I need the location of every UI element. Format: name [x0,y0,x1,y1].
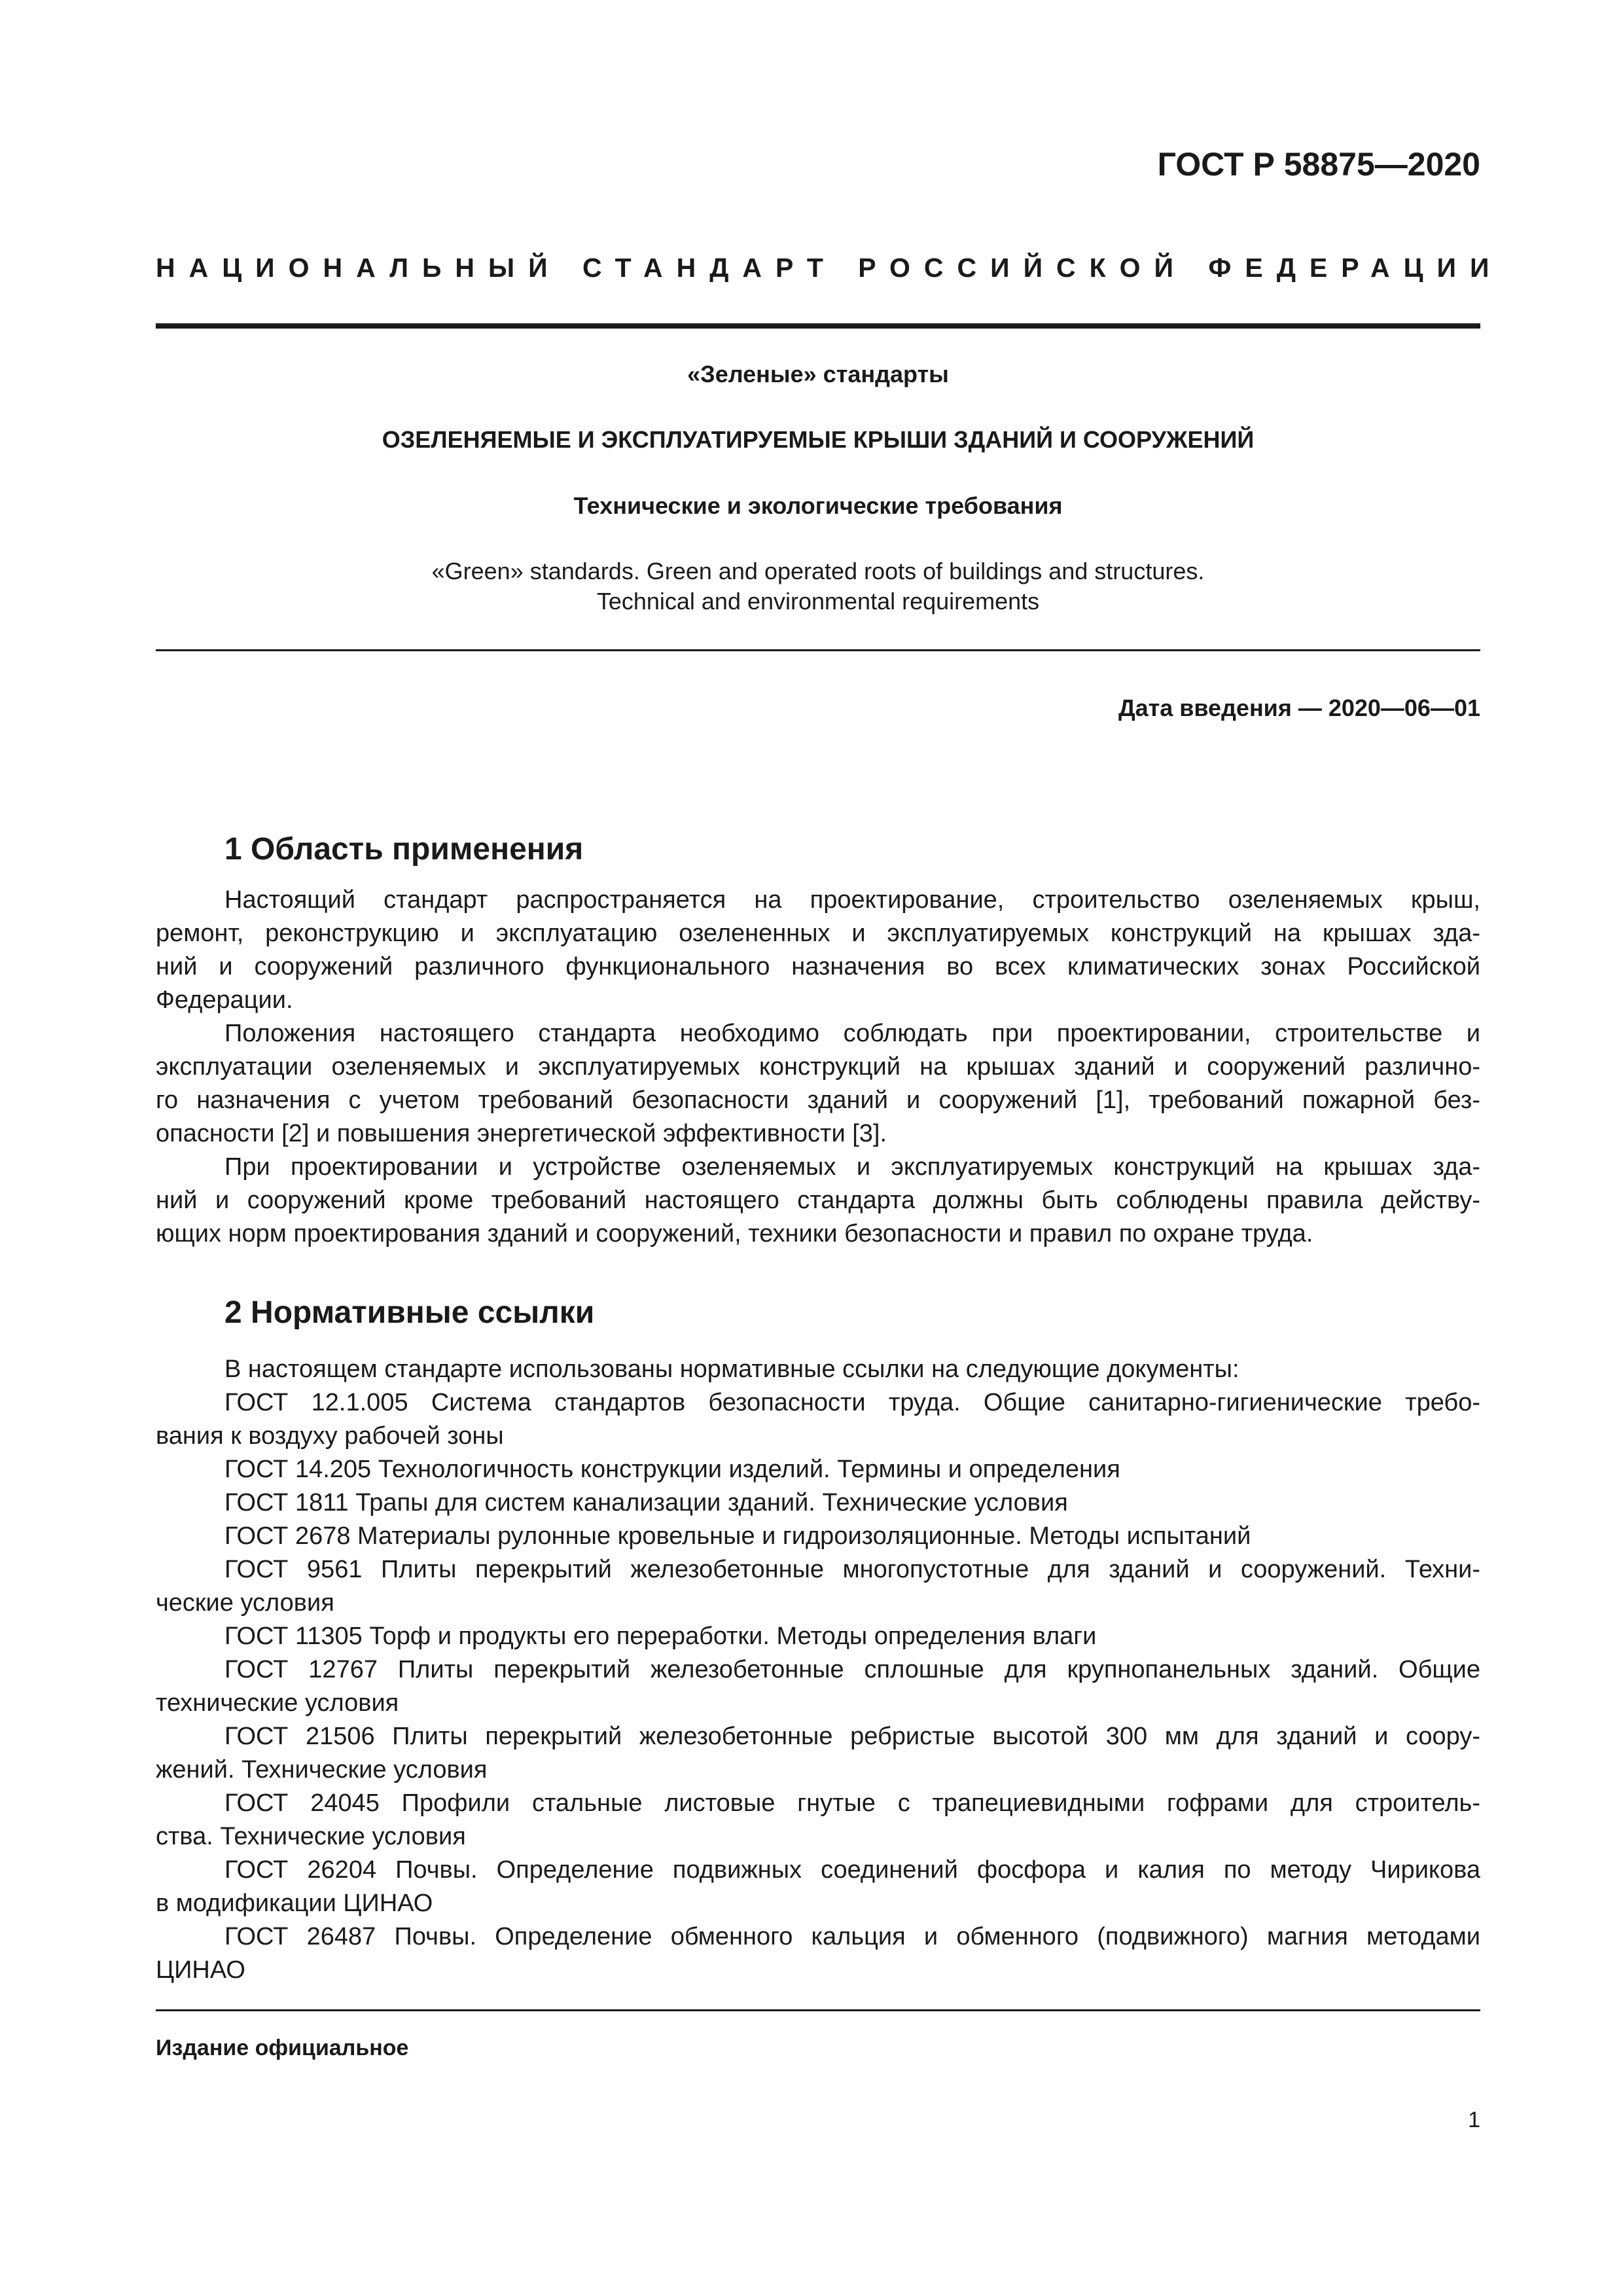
footer-divider [156,2009,1480,2011]
text-line: Положения настоящего стандарта необходимо соблюдать при проектировании, строительстве и [224,1020,1480,1047]
reference-line: ства. Технические условия [156,1823,466,1850]
reference-line: ГОСТ 12.1.005 Система стандартов безопасности труда. Общие санитарно-гигиенические требо- [224,1389,1480,1416]
text-line: Настоящий стандарт распространяется на проектирование, строительство озеленяемых крыш, [224,886,1480,914]
reference-line: в модификации ЦИНАО [156,1890,433,1917]
reference-line: ГОСТ 11305 Торф и продукты его переработки. Методы определения влаги [224,1623,1097,1650]
section-heading-scope: 1 Область применения [224,832,584,867]
reference-line: жений. Технические условия [156,1756,488,1784]
text-line: Федерации. [156,986,293,1014]
reference-line: ЦИНАО [156,1956,245,1984]
text-line: эксплуатации озеленяемых и эксплуатируемых конструкций на крышах зданий и сооружений различно- [156,1053,1480,1081]
text-line: При проектировании и устройстве озеленяемых и эксплуатируемых конструкций на крышах зда- [224,1153,1480,1181]
reference-line: ГОСТ 12767 Плиты перекрытий железобетонные сплошные для крупнопанельных зданий. Общие [224,1656,1480,1683]
reference-line: ГОСТ 24045 Профили стальные листовые гнутые с трапециевидными гофрами для строитель- [224,1789,1480,1817]
document-subtitle: Технические и экологические требования [573,492,1063,519]
reference-line: ГОСТ 26204 Почвы. Определение подвижных соединений фосфора и калия по методу Чирикова [224,1856,1480,1884]
english-title [156,556,1480,617]
text-line: ний и сооружений различного функционального назначения во всех климатических зонах Российской [156,953,1480,980]
reference-line: ГОСТ 14.205 Технологичность конструкции изделий. Термины и определения [224,1456,1120,1483]
section-body-scope [156,884,1480,1251]
text-line: опасности [2] и повышения энергетической эффективности [3]. [156,1120,887,1147]
section-heading-normative-references: 2 Нормативные ссылки [224,1295,595,1330]
header-divider [156,323,1480,329]
introduction-date: Дата введения — 2020—06—01 [1118,694,1480,721]
reference-line: ГОСТ 26487 Почвы. Определение обменного кальция и обменного (подвижного) магния методами [224,1923,1480,1950]
page-number: 1 [1468,2108,1480,2132]
text-line: В настоящем стандарте использованы нормативные ссылки на следующие документы: [224,1355,1240,1383]
section-body-normative-references [156,1353,1480,1987]
text-line: ремонт, реконструкцию и эксплуатацию озелененных и эксплуатируемых конструкций на крышах зда- [156,920,1480,947]
reference-line: технические условия [156,1689,399,1717]
document-title: ОЗЕЛЕНЯЕМЫЕ И ЭКСПЛУАТИРУЕМЫЕ КРЫШИ ЗДАНИЙ И СООРУЖЕНИЙ [382,426,1255,453]
reference-line: ГОСТ 2678 Материалы рулонные кровельные и гидроизоляционные. Методы испытаний [224,1522,1251,1550]
reference-line: ГОСТ 21506 Плиты перекрытий железобетонные ребристые высотой 300 мм для зданий и соору- [224,1723,1480,1750]
official-edition-label: Издание официальное [156,2036,409,2060]
national-standard-banner: НАЦИОНАЛЬНЫЙ СТАНДАРТ РОССИЙСКОЙ ФЕДЕРАЦИИ [156,253,1503,283]
reference-line: ГОСТ 1811 Трапы для систем канализации зданий. Технические условия [224,1489,1068,1516]
text-line: ющих норм проектирования зданий и сооружений, техники безопасности и правил по охране труда. [156,1220,1313,1247]
reference-line: ГОСТ 9561 Плиты перекрытий железобетонные многопустотные для зданий и сооружений. Техни- [224,1556,1480,1583]
text-line: ний и сооружений кроме требований настоящего стандарта должны быть соблюдены правила действу- [156,1187,1480,1214]
english-title-line: Technical and environmental requirements [596,588,1040,615]
document-number: ГОСТ Р 58875—2020 [1157,146,1480,183]
english-title-line: «Green» standards. Green and operated roots of buildings and structures. [431,558,1205,584]
text-line: го назначения с учетом требований безопасности зданий и сооружений [1], требований пожарной без- [156,1086,1480,1114]
reference-line: ческие условия [156,1589,334,1617]
standard-series: «Зеленые» стандарты [687,361,949,387]
title-divider [156,649,1480,651]
reference-line: вания к воздуху рабочей зоны [156,1422,504,1450]
